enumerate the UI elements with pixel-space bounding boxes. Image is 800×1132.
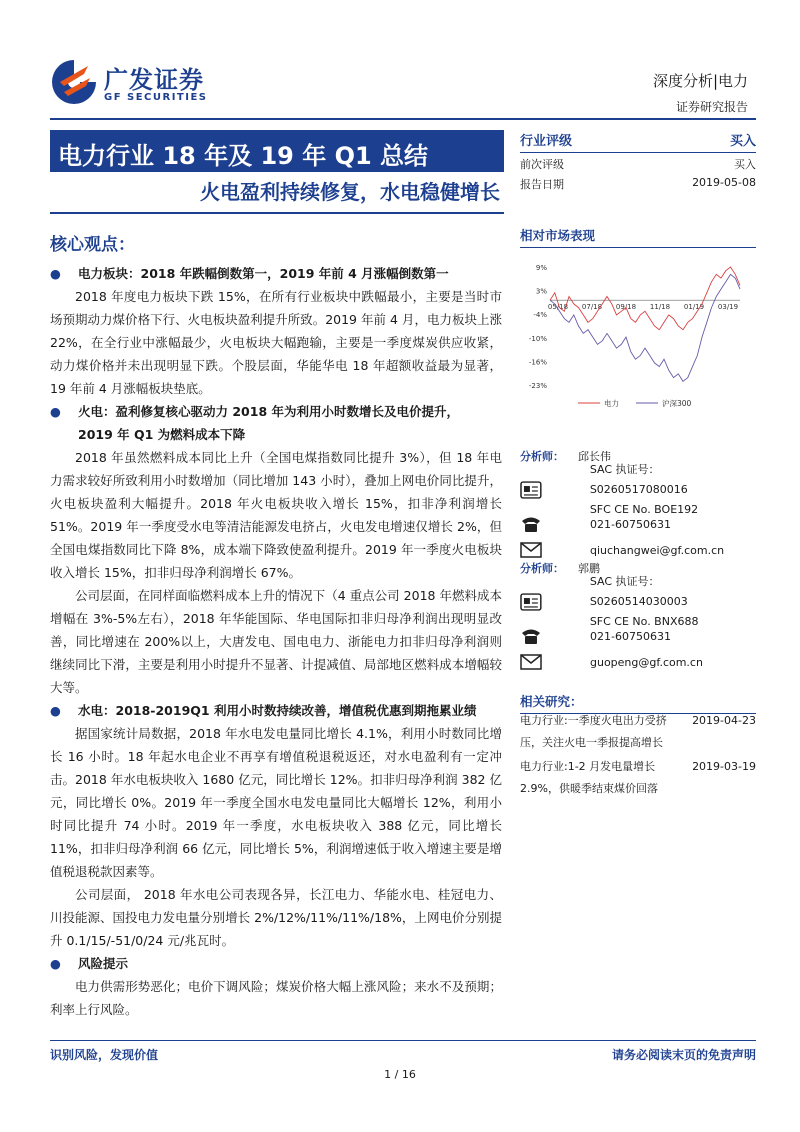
legend-label: 沪深300 — [662, 399, 692, 408]
y-tick-label: -4% — [533, 311, 547, 320]
related-item[interactable] — [520, 756, 756, 800]
paragraph: 公司层面， 2018 年水电公司表现各异，长江电力、华能水电、桂冠电力、川投能源、国投电力发电量分别增长 2%/12%/11%/11%/18%，上网电价分别提升 0.1/15/-51/0/24 元/兆瓦时。 — [50, 887, 502, 948]
section-heading: 水电：2018-2019Q1 利用小时数持续改善，增值税优惠到期拖累业绩 — [78, 703, 477, 718]
related-item-date: 2019-03-19 — [692, 760, 756, 773]
paragraph: 电力供需形势恶化；电价下调风险；煤炭价格大幅上涨风险；来水不及预期；利率上行风险。 — [50, 979, 502, 1017]
x-tick-label: 03/19 — [717, 303, 739, 312]
phone-icon — [520, 627, 542, 645]
page-number: 1 / 16 — [384, 1068, 416, 1081]
title-divider — [50, 212, 504, 214]
report-date-value: 2019-05-08 — [692, 176, 756, 189]
series-line-0 — [547, 267, 740, 330]
report-date-row — [520, 176, 756, 196]
prev-rating-value: 买入 — [734, 158, 756, 171]
report-title: 电力行业 18 年及 19 年 Q1 总结 — [58, 142, 429, 170]
relative-performance-chart — [520, 255, 756, 415]
related-research-title: 相关研究： — [520, 692, 756, 714]
footer-disclaimer[interactable]: 请务必阅读末页的免责声明 — [611, 1048, 756, 1062]
analyst-block-1 — [520, 444, 756, 564]
series-line-1 — [547, 274, 740, 381]
related-item[interactable] — [520, 710, 756, 754]
email-icon — [520, 653, 542, 671]
report-subtitle: 火电盈利持续修复，水电稳健增长 — [200, 180, 500, 204]
rating-details — [520, 156, 756, 196]
analyst-label: 分析师： — [520, 450, 564, 463]
section-power-bullet — [50, 262, 502, 285]
y-tick-label: 3% — [535, 287, 547, 296]
prev-rating-row — [520, 156, 756, 176]
section-heading: 火电：盈利修复核心驱动力 2018 年为利用小时数增长及电价提升， — [78, 404, 459, 419]
x-tick-label: 11/18 — [649, 303, 671, 312]
id-card-icon — [520, 593, 542, 611]
core-views-heading: 核心观点： — [50, 235, 135, 255]
section-heading-cont: 2019 年 Q1 为燃料成本下降 — [78, 427, 246, 442]
report-type: 证券研究报告 — [675, 100, 748, 114]
phone-number: 021-60750631 — [590, 517, 671, 531]
logo-english: GF SECURITIES — [104, 92, 208, 103]
header-divider — [50, 118, 756, 120]
gf-logo-icon — [50, 58, 98, 106]
sac-number: SAC 执证号：S0260517080016 — [589, 463, 688, 496]
chart-section-title: 相对市场表现 — [520, 226, 756, 248]
x-tick-label: 01/19 — [683, 303, 705, 312]
section-heading: 电力板块：2018 年跌幅倒数第一，2019 年前 4 月涨幅倒数第一 — [78, 266, 449, 281]
sfc-number: SFC CE No. BNX688 — [589, 615, 699, 628]
analyst-name: 邱长伟 — [578, 450, 611, 463]
sac-number: SAC 执证号：S0260514030003 — [589, 575, 688, 608]
email-address[interactable]: qiuchangwei@gf.com.cn — [590, 543, 725, 557]
related-item-date: 2019-04-23 — [692, 714, 756, 727]
sfc-number: SFC CE No. BOE192 — [589, 503, 699, 516]
y-tick-label: -16% — [528, 358, 547, 367]
rating-value: 买入 — [729, 134, 756, 149]
section-risk-bullet — [50, 952, 502, 975]
paragraph: 公司层面，在同样面临燃料成本上升的情况下（4 重点公司 2018 年燃料成本增幅在 3%-5%左右），2018 年华能国际、华电国际扣非归母净利润出现明显改善，同比增速在 200%以上，大唐发电、国电电力、浙能电力扣非归母净利润则继续同比下滑，主要是利用小时提升不显著、计提减值、局部地区燃料成本增幅较大等。 — [50, 588, 502, 695]
footer-divider — [50, 1040, 756, 1041]
rating-header — [520, 130, 756, 153]
section-hydro-bullet — [50, 699, 502, 722]
legend-label: 电力 — [604, 399, 619, 408]
bullet-dot-icon: ● — [50, 404, 61, 419]
y-tick-label: -23% — [528, 382, 547, 390]
id-card-icon — [520, 481, 542, 499]
related-research-list — [520, 710, 756, 800]
report-date-label: 报告日期 — [520, 178, 564, 191]
report-category: 深度分析|电力 — [652, 72, 748, 90]
bullet-dot-icon: ● — [50, 956, 61, 971]
x-tick-label: 05/18 — [547, 303, 569, 312]
bullet-dot-icon: ● — [50, 703, 61, 718]
paragraph: 据国家统计局数据，2018 年水电发电量同比增长 4.1%，利用小时数同比增长 16 小时。18 年起水电企业不再享有增值税退税返还，对水电盈利有一定冲击。2018 年水电板块收入 1680 亿元，同比增长 12%。扣非归母净利润 382 亿元，同比增长 0%。2019 年一季度全国水电发电量同比大幅增长 12%，利用小时同比提升 74 小时。2019 年一季度，水电板块收入 388 亿元，同比增长 11%，扣非归母净利润 66 亿元，同比增长 5%，利润增速低于收入增速主要是增值税退税款因素等。 — [50, 726, 502, 879]
analyst-name: 郭鹏 — [578, 562, 600, 575]
related-item-text: 电力行业:一季度火电出力受挤压，关注火电一季报提高增长 — [520, 714, 667, 749]
paragraph: 2018 年度电力板块下跌 15%，在所有行业板块中跌幅最小，主要是当时市场预期动力煤价格下行、火电板块盈利提升所致。2019 年前 4 月，电力板块上涨 22%，在全行业中涨幅最少，火电板块大幅跑输，主要是一季度煤炭供应收紧，动力煤价格并未出现明显下跌。个股层面，华能华电 18 年超额收益最为显著，19 年前 4 月涨幅板块垫底。 — [50, 289, 502, 396]
section-heading: 风险提示 — [78, 956, 129, 971]
bullet-dot-icon: ● — [50, 266, 61, 281]
rating-label: 行业评级 — [520, 134, 573, 149]
related-item-text: 电力行业:1-2 月发电量增长 2.9%，供暖季结束煤价回落 — [520, 760, 658, 795]
prev-rating-label: 前次评级 — [520, 158, 564, 171]
x-tick-label: 09/18 — [615, 303, 637, 312]
phone-icon — [520, 515, 542, 533]
phone-number: 021-60750631 — [590, 629, 671, 643]
y-tick-label: 9% — [535, 264, 547, 272]
paragraph: 2018 年虽然燃料成本同比上升（全国电煤指数同比提升 3%），但 18 年电力需求较好所致利用小时数增加（同比增加 143 小时），叠加上网电价同比提升，火电板块盈利大幅提升。2018 年火电板块收入增长 15%，扣非净利润增长 51%。2019 年一季度受水电等清洁能源发电挤占，火电发电增速仅增长 2%，但全国电煤指数同比下降 8%，成本端下降致使盈利提升。2019 年一季度火电板块收入增长 15%，扣非归母净利润增长 67%。 — [50, 450, 502, 580]
x-tick-label: 07/18 — [581, 303, 603, 312]
y-tick-label: -10% — [528, 334, 547, 343]
section-thermal-bullet — [50, 400, 502, 423]
analyst-label: 分析师： — [520, 562, 564, 575]
analyst-block-2 — [520, 556, 756, 676]
main-content — [50, 262, 502, 1021]
footer-slogan: 识别风险，发现价值 — [50, 1048, 159, 1062]
logo-text: 广发证券 — [104, 66, 204, 94]
email-address[interactable]: guopeng@gf.com.cn — [590, 655, 703, 669]
